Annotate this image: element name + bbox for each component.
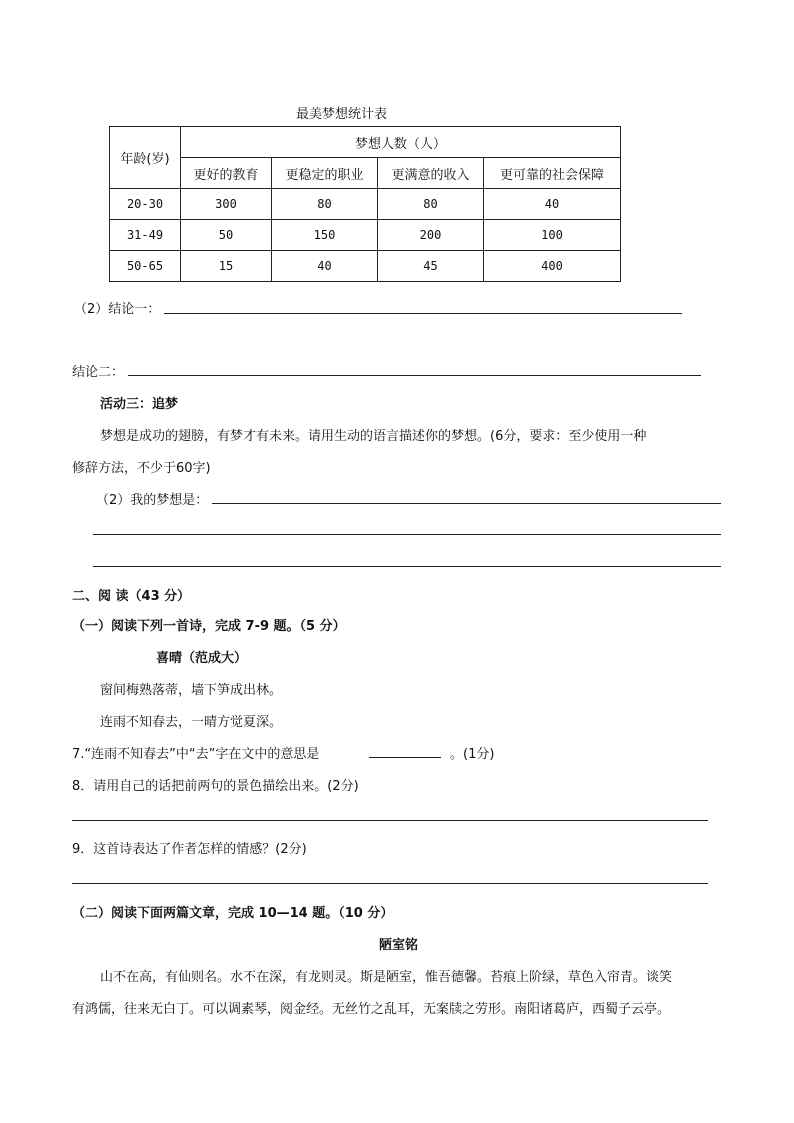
age-cell: 20-30 (110, 189, 181, 220)
conclusion-two-label: 结论二： (72, 365, 125, 380)
column-header: 更满意的收入 (378, 158, 484, 189)
poem-line-1: 窗间梅熟落蒂，墙下笋成出林。 (100, 683, 283, 698)
section-two-heading: 二、阅 读（43 分） (72, 589, 191, 604)
value-cell: 150 (272, 220, 378, 251)
dream-statistics-table (109, 126, 621, 282)
value-cell: 80 (272, 189, 378, 220)
conclusion-one-answer-line[interactable] (164, 313, 682, 314)
table-row (110, 220, 621, 251)
value-cell: 50 (181, 220, 272, 251)
value-cell: 400 (484, 251, 621, 282)
table-row (110, 251, 621, 282)
value-cell: 45 (378, 251, 484, 282)
poem-line-2: 连雨不知春去，一晴方觉夏深。 (100, 715, 283, 730)
column-header: 更可靠的社会保障 (484, 158, 621, 189)
column-header: 更好的教育 (181, 158, 272, 189)
value-cell: 40 (484, 189, 621, 220)
question-8-text: 8．请用自己的话把前两句的景色描绘出来。(2分) (72, 779, 359, 794)
activity-three-title: 活动三：追梦 (100, 397, 179, 412)
my-dream-answer-line-3[interactable] (93, 566, 721, 567)
essay-line-1: 山不在高，有仙则名。水不在深，有龙则灵。斯是陋室，惟吾德馨。苔痕上阶绿，草色入帘青。谈笑 (100, 970, 673, 985)
my-dream-label: （2）我的梦想是： (96, 493, 209, 508)
value-cell: 80 (378, 189, 484, 220)
poem-title: 喜晴（范成大） (156, 651, 248, 666)
activity-three-prompt-line-1: 梦想是成功的翅膀，有梦才有未来。请用生动的语言描述你的梦想。(6分，要求：至少使用一种 (100, 429, 647, 444)
age-cell: 50-65 (110, 251, 181, 282)
table-row (110, 189, 621, 220)
question-7-answer-line[interactable] (369, 757, 441, 758)
value-cell: 100 (484, 220, 621, 251)
question-9-answer-line[interactable] (72, 883, 708, 884)
conclusion-two-answer-line[interactable] (128, 375, 701, 376)
age-cell: 31-49 (110, 220, 181, 251)
question-7-text: 7.“连雨不知春去”中“去”字在文中的意思是 (72, 747, 320, 762)
essay-line-2: 有鸿儒，往来无白丁。可以调素琴，阅金经。无丝竹之乱耳，无案牍之劳形。南阳诸葛庐，西蜀子云亭。 (72, 1002, 671, 1017)
question-8-answer-line[interactable] (72, 820, 708, 821)
essay-title: 陋室铭 (379, 938, 419, 953)
activity-three-prompt-line-2: 修辞方法，不少于60字) (72, 461, 211, 476)
dream-count-header: 梦想人数（人） (181, 127, 621, 158)
part-two-instruction: （二）阅读下面两篇文章，完成 10—14 题。（10 分） (72, 906, 394, 921)
part-one-instruction: （一）阅读下列一首诗，完成 7-9 题。（5 分） (72, 619, 346, 634)
value-cell: 40 (272, 251, 378, 282)
question-7-points: 。(1分) (450, 747, 495, 762)
table-title: 最美梦想统计表 (296, 107, 388, 122)
column-header: 更稳定的职业 (272, 158, 378, 189)
conclusion-one-label: （2）结论一： (74, 302, 161, 317)
my-dream-answer-line-2[interactable] (93, 534, 721, 535)
age-header: 年龄(岁) (110, 127, 181, 189)
question-9-text: 9．这首诗表达了作者怎样的情感？(2分) (72, 842, 307, 857)
value-cell: 300 (181, 189, 272, 220)
my-dream-answer-line-1[interactable] (212, 503, 721, 504)
value-cell: 200 (378, 220, 484, 251)
value-cell: 15 (181, 251, 272, 282)
